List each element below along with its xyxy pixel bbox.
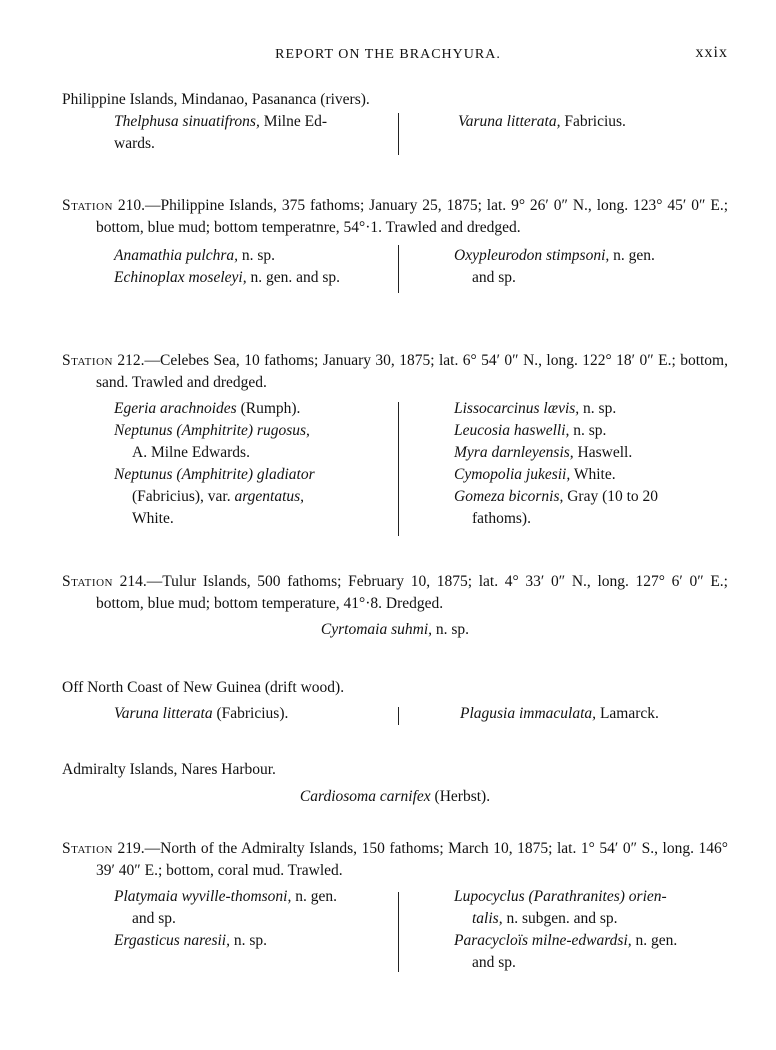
species-name: Platymaia wyville-thomsoni, xyxy=(114,888,292,905)
species-name: Gomeza bicornis, xyxy=(454,488,564,505)
species-name: Varuna litterata, xyxy=(458,113,561,130)
station-section xyxy=(62,350,728,534)
species-authority: (Fabricius). xyxy=(212,705,289,722)
species-name: Thelphusa sinuatifrons, xyxy=(114,113,260,130)
species-authority-continued: and sp. xyxy=(472,954,516,971)
species-columns xyxy=(62,886,728,978)
species-columns xyxy=(62,245,728,291)
station-label: Station xyxy=(62,352,113,369)
species-entry xyxy=(454,486,728,530)
species-column-right xyxy=(458,111,732,133)
species-entry xyxy=(454,398,728,420)
species-columns xyxy=(62,703,728,729)
species-column-left xyxy=(114,245,382,289)
column-divider xyxy=(398,113,399,155)
column-divider xyxy=(398,245,399,293)
species-authority: Lamarck. xyxy=(596,705,659,722)
species-name: Lissocarcinus lævis, xyxy=(454,400,580,417)
species-authority: White. xyxy=(570,466,616,483)
species-authority-continued: and sp. xyxy=(472,269,516,286)
species-column-left xyxy=(114,886,382,952)
species-name: Plagusia immaculata, xyxy=(460,705,597,722)
species-name: Varuna litterata xyxy=(114,705,213,722)
station-description xyxy=(62,571,728,615)
species-column-left xyxy=(114,398,382,530)
species-authority-continued: White. xyxy=(132,510,174,527)
column-divider xyxy=(398,707,399,725)
species-name: Paracycloïs milne-edwardsi, xyxy=(454,932,632,949)
species-entry xyxy=(454,420,728,442)
species-column-left xyxy=(114,703,382,725)
species-authority: (Herbst). xyxy=(430,788,491,805)
species-name: Cyrtomaia suhmi, xyxy=(320,621,433,638)
species-entry xyxy=(454,245,728,289)
species-authority-continued: fathoms). xyxy=(472,510,531,527)
station-description xyxy=(62,195,728,239)
species-entry xyxy=(114,886,382,930)
locality-section xyxy=(62,759,728,808)
species-entry xyxy=(460,703,734,725)
species-authority: n. gen. xyxy=(291,888,337,905)
variety-name: argentatus, xyxy=(234,488,305,505)
species-entry xyxy=(114,111,382,155)
station-label: Station xyxy=(62,840,113,857)
species-entry xyxy=(454,442,728,464)
species-name: Myra darnleyensis, xyxy=(454,444,574,461)
species-name: Lupocyclus (Parathranites) orien- xyxy=(454,888,667,905)
species-name: Ergasticus naresii, xyxy=(114,932,230,949)
station-section xyxy=(62,195,728,291)
species-column-right xyxy=(454,886,728,974)
species-entry xyxy=(454,464,728,486)
page-number: xxix xyxy=(695,44,728,61)
species-entry xyxy=(114,267,382,289)
species-authority: (Fabricius), var. xyxy=(132,488,235,505)
station-description xyxy=(62,838,728,882)
station-label: Station xyxy=(62,573,113,590)
species-columns xyxy=(62,398,728,534)
station-text: 219.—North of the Admiralty Islands, 150 fathoms; March 10, 1875; lat. 1° 54′ 0″ S., long. 146° 39′ 40″ E.; bottom, coral mud. Trawled. xyxy=(96,840,728,879)
species-authority-continued: wards. xyxy=(114,135,155,152)
species-name: Echinoplax moseleyi, xyxy=(114,269,247,286)
species-columns xyxy=(62,111,728,157)
species-authority: Milne Ed- xyxy=(259,113,327,130)
species-column-left xyxy=(114,111,382,155)
species-authority-continued: A. Milne Edwards. xyxy=(132,444,250,461)
locality-heading: Philippine Islands, Mindanao, Pasananca (rivers). xyxy=(62,91,370,108)
species-authority: (Rumph). xyxy=(236,400,301,417)
station-section xyxy=(62,838,728,978)
species-name: Cymopolia jukesii, xyxy=(454,466,571,483)
species-name: Cardiosoma carnifex xyxy=(299,788,431,805)
species-authority-continued: and sp. xyxy=(132,910,176,927)
species-authority: Gray (10 to 20 xyxy=(563,488,659,505)
station-section xyxy=(62,571,728,641)
species-authority-continued xyxy=(114,486,382,508)
species-column-right xyxy=(454,398,728,530)
species-authority: n. sp. xyxy=(579,400,617,417)
station-text: 210.—Philippine Islands, 375 fathoms; January 25, 1875; lat. 9° 26′ 0″ N., long. 123° 45′ 0″ E.; bottom, blue mud; bottom temperatnre, 54°·1. Trawled and dredged. xyxy=(96,197,728,236)
species-authority: n. gen. and sp. xyxy=(246,269,340,286)
species-entry xyxy=(114,930,382,952)
locality-heading: Admiralty Islands, Nares Harbour. xyxy=(62,761,276,778)
species-entry-centered xyxy=(62,786,728,808)
species-name: Oxypleurodon stimpsoni, xyxy=(454,247,610,264)
species-name: Anamathia pulchra, xyxy=(114,247,238,264)
species-entry xyxy=(454,886,728,930)
species-entry xyxy=(454,930,728,974)
species-entry xyxy=(114,703,382,725)
species-name: Egeria arachnoides xyxy=(114,400,237,417)
species-name: Leucosia haswelli, xyxy=(454,422,570,439)
species-authority: n. sp. xyxy=(432,621,470,638)
species-name: Neptunus (Amphitrite) rugosus, xyxy=(114,422,310,439)
species-entry xyxy=(114,245,382,267)
species-authority: n. sp. xyxy=(238,247,276,264)
species-authority: n. gen. xyxy=(609,247,655,264)
species-authority: n. gen. xyxy=(631,932,678,949)
species-entry-centered xyxy=(62,619,728,641)
species-name-continued: talis, xyxy=(472,910,503,927)
running-title: REPORT ON THE BRACHYURA. xyxy=(275,47,501,62)
locality-section xyxy=(62,677,728,729)
species-entry xyxy=(114,420,382,464)
species-entry xyxy=(114,398,382,420)
station-description xyxy=(62,350,728,394)
species-authority: n. subgen. and sp. xyxy=(502,910,618,927)
station-text: 212.—Celebes Sea, 10 fathoms; January 30, 1875; lat. 6° 54′ 0″ N., long. 122° 18′ 0″ E.; bottom, sand. Trawled and dredged. xyxy=(96,352,728,391)
station-text: 214.—Tulur Islands, 500 fathoms; February 10, 1875; lat. 4° 33′ 0″ N., long. 127° 6′ 0″ E.; bottom, blue mud; bottom temperature, 41°·8. Dredged. xyxy=(96,573,728,612)
species-authority: Fabricius. xyxy=(560,113,626,130)
locality-section xyxy=(62,89,728,157)
station-label: Station xyxy=(62,197,113,214)
running-header xyxy=(0,42,776,66)
species-authority: n. sp. xyxy=(569,422,607,439)
species-authority-continued xyxy=(454,908,728,930)
species-entry xyxy=(114,464,382,530)
column-divider xyxy=(398,892,399,972)
species-authority: n. sp. xyxy=(229,932,268,949)
species-authority: Haswell. xyxy=(573,444,633,461)
species-column-right xyxy=(454,245,728,289)
column-divider xyxy=(398,402,399,536)
species-entry xyxy=(458,111,732,133)
species-column-right xyxy=(460,703,734,725)
locality-heading: Off North Coast of New Guinea (drift wood). xyxy=(62,679,345,696)
species-name: Neptunus (Amphitrite) gladiator xyxy=(114,466,315,483)
